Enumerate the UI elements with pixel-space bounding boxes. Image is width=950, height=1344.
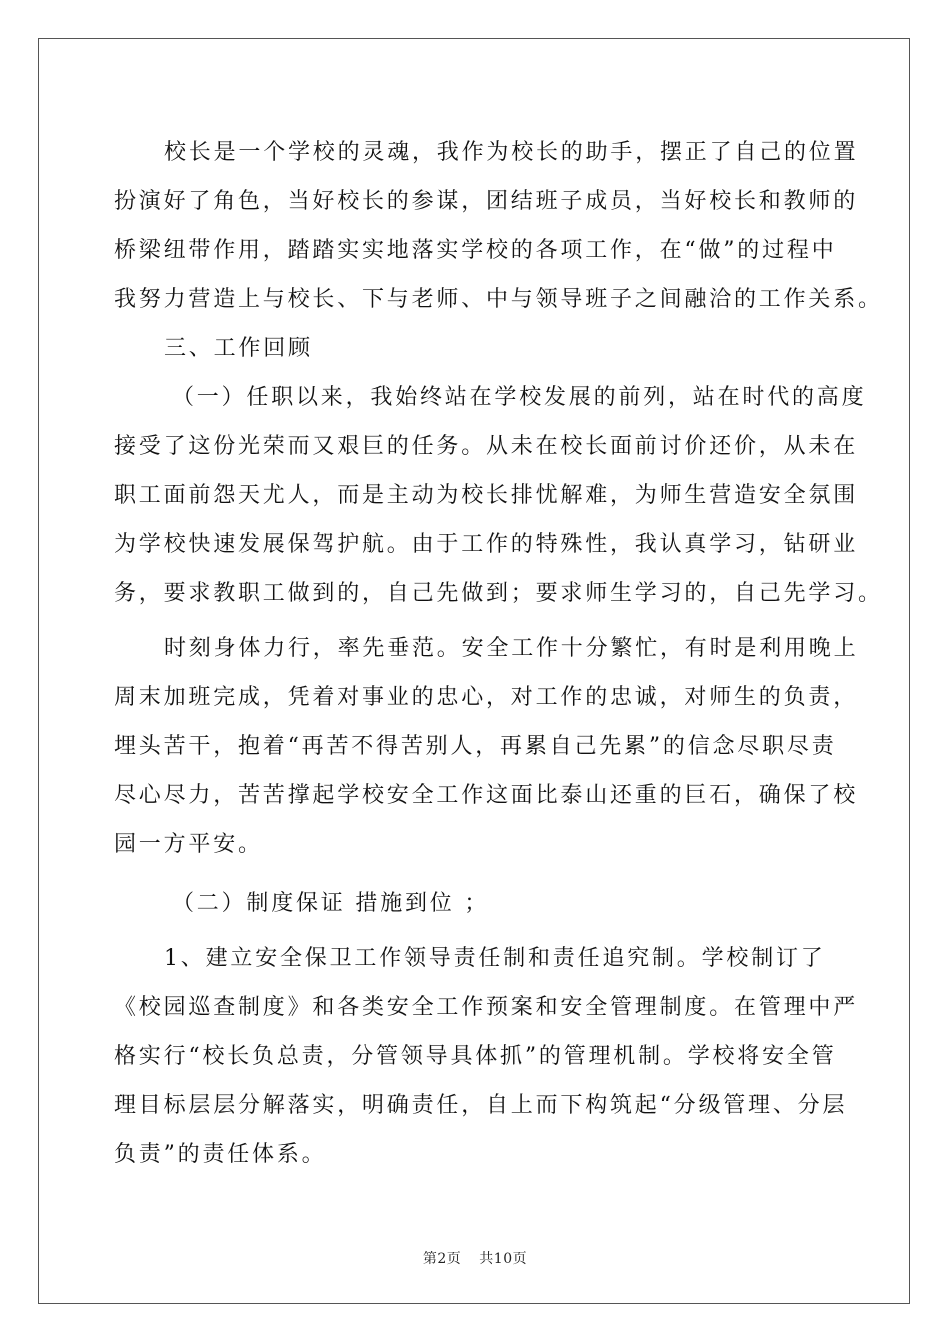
text-line: 《校园巡查制度》和各类安全工作预案和安全管理制度。在管理中严	[114, 995, 859, 1020]
subsection-heading: （二）制度保证 措施到位 ；	[172, 891, 490, 916]
text-line: 时刻身体力行，率先垂范。安全工作十分繁忙，有时是利用晚上	[164, 636, 859, 661]
text-line: 校长是一个学校的灵魂，我作为校长的助手，摆正了自己的位置	[164, 140, 859, 165]
text-line: 务，要求教职工做到的，自己先做到；要求师生学习的，自己先学习。	[114, 581, 883, 606]
text-line: 职工面前怨天尤人，而是主动为校长排忧解难，为师生营造安全氛围	[114, 483, 859, 508]
text-line: 接受了这份光荣而又艰巨的任务。从未在校长面前讨价还价，从未在	[114, 434, 859, 459]
text-line: 1、建立安全保卫工作领导责任制和责任追究制。学校制订了	[164, 946, 826, 971]
text-line: 格实行“校长负总责，分管领导具体抓”的管理机制。学校将安全管	[114, 1044, 837, 1069]
text-line: 扮演好了角色，当好校长的参谋，团结班子成员，当好校长和教师的	[114, 189, 859, 214]
text-line: 为学校快速发展保驾护航。由于工作的特殊性，我认真学习，钻研业	[114, 532, 859, 557]
text-line: 负责”的责任体系。	[114, 1142, 327, 1167]
section-heading: 三、工作回顾	[164, 336, 313, 361]
text-line: （一）任职以来，我始终站在学校发展的前列，站在时代的高度	[172, 385, 867, 410]
text-line: 桥梁纽带作用，踏踏实实地落实学校的各项工作，在“做”的过程中	[114, 238, 837, 263]
text-line: 我努力营造上与校长、下与老师、中与领导班子之间融洽的工作关系。	[114, 287, 883, 312]
text-line: 理目标层层分解落实，明确责任，自上而下构筑起“分级管理、分层	[114, 1093, 848, 1118]
document-body	[114, 128, 883, 1179]
page-footer	[0, 1248, 950, 1268]
page-total: 共10页	[479, 1251, 528, 1267]
text-line: 尽心尽力，苦苦撑起学校安全工作这面比泰山还重的巨石，确保了校	[114, 783, 859, 808]
text-line: 周末加班完成，凭着对事业的忠心，对工作的忠诚，对师生的负责，	[114, 685, 859, 710]
text-line: 园一方平安。	[114, 832, 263, 857]
text-line: 埋头苦干，抱着“再苦不得苦别人，再累自己先累”的信念尽职尽责	[114, 734, 837, 759]
page-number: 第2页	[422, 1251, 462, 1267]
